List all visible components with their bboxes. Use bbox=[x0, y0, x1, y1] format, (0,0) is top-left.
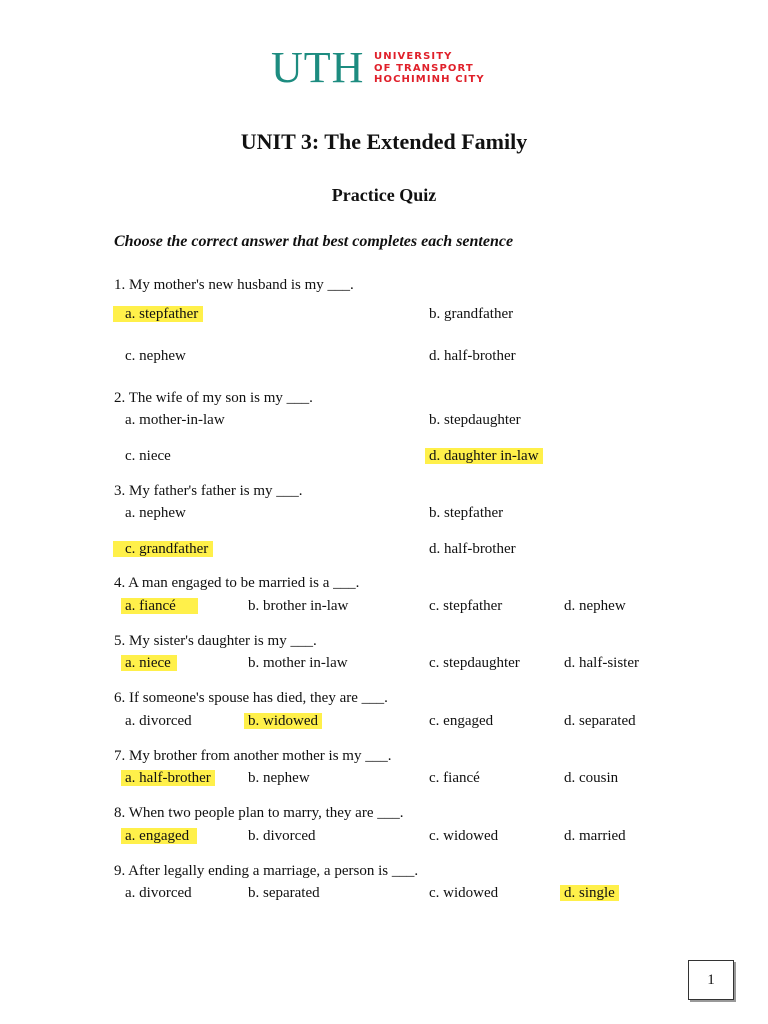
q3-option-c[interactable] bbox=[125, 539, 213, 559]
q5-option-a[interactable] bbox=[125, 653, 177, 673]
q7-option-d[interactable]: d. cousin bbox=[564, 770, 619, 786]
q8-option-a[interactable] bbox=[125, 826, 197, 846]
q6-option-a[interactable]: a. divorced bbox=[125, 713, 192, 729]
q1-option-a[interactable] bbox=[125, 304, 203, 324]
q7-option-a-label: a. half-brother bbox=[121, 770, 215, 786]
q6-option-d[interactable]: d. separated bbox=[564, 713, 636, 729]
q3-option-a[interactable]: a. nephew bbox=[125, 505, 186, 521]
question-3: 3. My father's father is my ___. bbox=[114, 483, 303, 499]
page-subtitle: Practice Quiz bbox=[331, 185, 437, 205]
q1-option-d[interactable]: d. half-brother bbox=[429, 348, 516, 364]
logo-line-3: HOCHIMINH CITY bbox=[374, 74, 485, 85]
q4-option-a-label: a. fiancé bbox=[121, 598, 198, 614]
question-4: 4. A man engaged to be married is a ___. bbox=[114, 575, 360, 591]
q6-option-b-label: b. widowed bbox=[244, 713, 322, 729]
question-6: 6. If someone's spouse has died, they are ___. bbox=[114, 690, 388, 706]
q9-option-b[interactable]: b. separated bbox=[248, 885, 320, 901]
question-8: 8. When two people plan to marry, they are ___. bbox=[114, 805, 404, 821]
q3-option-b[interactable]: b. stepfather bbox=[429, 505, 504, 521]
logo-text bbox=[374, 51, 485, 86]
instruction-text: Choose the correct answer that best completes each sentence bbox=[114, 233, 514, 250]
q2-option-d-label: d. daughter in-law bbox=[425, 448, 543, 464]
q4-option-c[interactable]: c. stepfather bbox=[429, 598, 503, 614]
q7-option-a[interactable] bbox=[125, 768, 215, 788]
q2-option-c[interactable]: c. niece bbox=[125, 448, 171, 464]
q9-option-d[interactable] bbox=[564, 883, 619, 903]
question-9: 9. After legally ending a marriage, a person is ___. bbox=[114, 863, 419, 879]
q6-option-b[interactable] bbox=[248, 711, 322, 731]
q6-option-c[interactable]: c. engaged bbox=[429, 713, 494, 729]
q2-option-d[interactable] bbox=[429, 446, 543, 466]
page-number: 1 bbox=[707, 972, 715, 988]
q3-option-d[interactable]: d. half-brother bbox=[429, 541, 516, 557]
question-1: 1. My mother's new husband is my ___. bbox=[114, 277, 354, 293]
q1-option-c[interactable]: c. nephew bbox=[125, 348, 186, 364]
page-title: UNIT 3: The Extended Family bbox=[240, 129, 528, 154]
question-2: 2. The wife of my son is my ___. bbox=[114, 390, 313, 406]
q9-option-d-label: d. single bbox=[560, 885, 619, 901]
logo-line-1: UNIVERSITY bbox=[374, 51, 453, 62]
question-7: 7. My brother from another mother is my ___. bbox=[114, 748, 392, 764]
q1-option-b[interactable]: b. grandfather bbox=[429, 306, 514, 322]
question-5: 5. My sister's daughter is my ___. bbox=[114, 633, 317, 649]
logo-line-2: OF TRANSPORT bbox=[374, 62, 474, 74]
q9-option-c[interactable]: c. widowed bbox=[429, 885, 499, 901]
q5-option-c[interactable]: c. stepdaughter bbox=[429, 655, 520, 671]
q4-option-b[interactable]: b. brother in-law bbox=[248, 598, 349, 614]
q2-option-b[interactable]: b. stepdaughter bbox=[429, 412, 521, 428]
q1-option-a-label: a. stepfather bbox=[113, 306, 203, 322]
q7-option-c[interactable]: c. fiancé bbox=[429, 770, 480, 786]
q9-option-a[interactable]: a. divorced bbox=[125, 885, 192, 901]
q5-option-a-label: a. niece bbox=[121, 655, 177, 671]
q7-option-b[interactable]: b. nephew bbox=[248, 770, 310, 786]
page-number-box bbox=[688, 960, 734, 1000]
logo-mark: UTH bbox=[271, 43, 365, 92]
q3-option-c-label: c. grandfather bbox=[113, 541, 213, 557]
q8-option-c[interactable]: c. widowed bbox=[429, 828, 499, 844]
q2-option-a[interactable]: a. mother-in-law bbox=[125, 412, 225, 428]
q8-option-d[interactable]: d. married bbox=[564, 828, 626, 844]
q5-option-d[interactable]: d. half-sister bbox=[564, 655, 639, 671]
q4-option-a[interactable] bbox=[125, 596, 198, 616]
q8-option-a-label: a. engaged bbox=[121, 828, 197, 844]
q4-option-d[interactable]: d. nephew bbox=[564, 598, 626, 614]
q8-option-b[interactable]: b. divorced bbox=[248, 828, 316, 844]
q5-option-b[interactable]: b. mother in-law bbox=[248, 655, 348, 671]
